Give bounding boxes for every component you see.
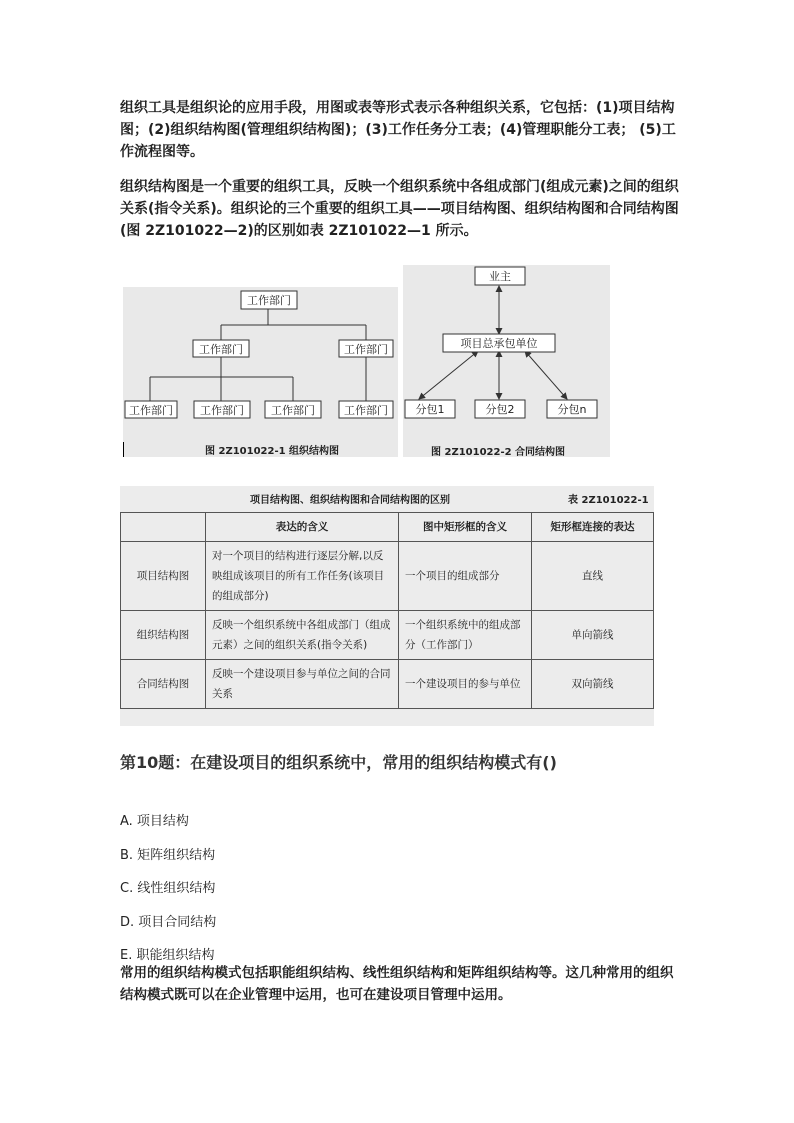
question-title: 第10题：在建设项目的组织系统中，常用的组织结构模式有(): [120, 753, 557, 772]
figure-contract-chart: [403, 265, 610, 457]
table-cell: 直线: [532, 542, 654, 611]
contract-box-sub-n: [547, 400, 597, 418]
table-cell: 组织结构图: [121, 611, 206, 660]
org-box-bottom-4: [339, 401, 393, 418]
svg-text:分包n: 分包n: [557, 403, 587, 416]
figure-1-caption: 图 2Z101022-1 组织结构图: [205, 446, 340, 457]
figure-org-chart: [123, 287, 398, 457]
contract-box-owner: [475, 267, 525, 285]
option-e: E. 职能组织结构: [120, 948, 215, 963]
svg-text:工作部门: 工作部门: [344, 343, 388, 356]
svg-text:工作部门: 工作部门: [129, 404, 173, 417]
org-box-bottom-1: [125, 401, 177, 418]
svg-text:工作部门: 工作部门: [271, 404, 315, 417]
svg-text:业主: 业主: [489, 270, 511, 283]
svg-text:分包2: 分包2: [485, 403, 515, 416]
table-row: [121, 611, 654, 660]
org-box-top: [241, 291, 297, 309]
option-b: B. 矩阵组织结构: [120, 848, 216, 863]
intro-paragraph-2: 组织结构图是一个重要的组织工具，反映一个组织系统中各组成部门(组成元素)之间的组织关系(指令关系)。组织论的三个重要的组织工具——项目结构图、组织结构图和合同结构图(图 2Z101022—2)的区别如表 2Z101022—1 所示。: [120, 179, 679, 239]
table-header: 图中矩形框的含义: [399, 513, 532, 542]
option-c: C. 线性组织结构: [120, 881, 216, 896]
contract-box-sub-2: [475, 400, 525, 418]
svg-text:工作部门: 工作部门: [199, 343, 243, 356]
answer-explanation: 常用的组织结构模式包括职能组织结构、线性组织结构和矩阵组织结构等。这几种常用的组织结构模式既可以在企业管理中运用，也可在建设项目管理中运用。: [120, 965, 674, 1003]
table-header: 表达的含义: [206, 513, 399, 542]
option-a: A. 项目结构: [120, 814, 189, 829]
figure-2-caption: 图 2Z101022-2 合同结构图: [431, 447, 566, 457]
table-row: [121, 542, 654, 611]
table-header: 矩形框连接的表达: [532, 513, 654, 542]
table-number: 表 2Z101022-1: [568, 495, 649, 506]
table-cell: 项目结构图: [121, 542, 206, 611]
svg-text:分包1: 分包1: [415, 403, 445, 416]
org-box-bottom-2: [194, 401, 250, 418]
table-header: [121, 513, 206, 542]
table-cell: 一个项目的组成部分: [399, 542, 532, 611]
table-header-row: [121, 513, 654, 542]
svg-text:工作部门: 工作部门: [200, 404, 244, 417]
option-d: D. 项目合同结构: [120, 915, 217, 930]
table-title: 项目结构图、组织结构图和合同结构图的区别: [250, 495, 450, 506]
contract-box-general-contractor: [443, 334, 555, 352]
table-cell: 对一个项目的结构进行逐层分解,以反映组成该项目的所有工作任务(该项目的组成部分): [206, 542, 399, 611]
table-cell: 反映一个组织系统中各组成部门（组成元素）之间的组织关系(指令关系): [206, 611, 399, 660]
comparison-table: [120, 486, 654, 726]
table-row: [121, 660, 654, 709]
svg-text:工作部门: 工作部门: [247, 294, 291, 307]
table-cell: 反映一个建设项目参与单位之间的合同关系: [206, 660, 399, 709]
contract-box-sub-1: [405, 400, 455, 418]
org-box-mid-left: [193, 340, 249, 357]
table-cell: 一个组织系统中的组成部分（工作部门）: [399, 611, 532, 660]
table-cell: 双向箭线: [532, 660, 654, 709]
svg-text:项目总承包单位: 项目总承包单位: [460, 337, 538, 350]
svg-text:工作部门: 工作部门: [344, 404, 388, 417]
table-cell: 一个建设项目的参与单位: [399, 660, 532, 709]
org-box-mid-right: [339, 340, 393, 357]
table-cell: 单向箭线: [532, 611, 654, 660]
table-cell: 合同结构图: [121, 660, 206, 709]
org-box-bottom-3: [265, 401, 321, 418]
intro-paragraph-1: 组织工具是组织论的应用手段，用图或表等形式表示各种组织关系，它包括：(1)项目结构图；(2)组织结构图(管理组织结构图)；(3)工作任务分工表；(4)管理职能分工表； (5)工作流程图等。: [120, 100, 676, 160]
